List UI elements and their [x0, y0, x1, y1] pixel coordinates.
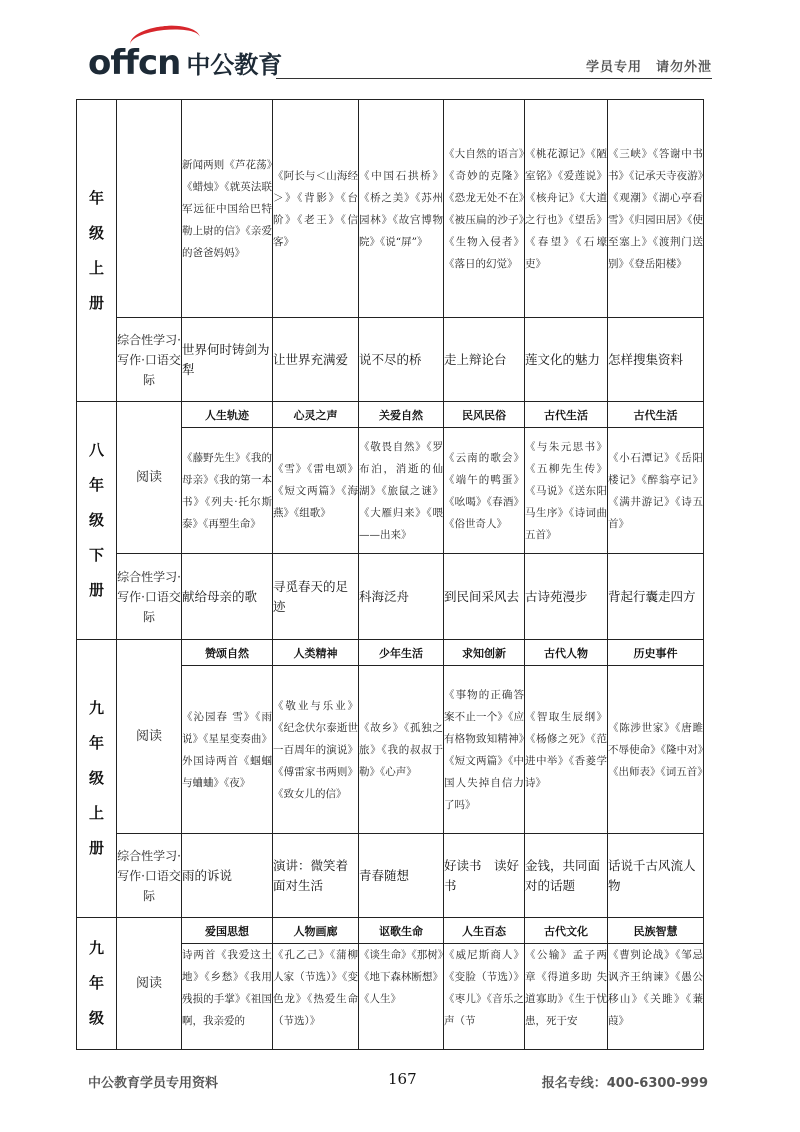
reading-list: 《雪》《雷电颂》《短文两篇》《海燕》《组歌》 [273, 428, 359, 554]
table-row [77, 100, 704, 318]
theme-heading: 古代生活 [608, 402, 704, 428]
writing-topic: 雨的诉说 [182, 834, 273, 918]
grade-label-g8-upper: 年 级 上 册 [77, 100, 117, 402]
reading-list: 《公输》孟子两章《得道多助 失道寡助》《生于忧患，死于安 [525, 944, 608, 1050]
writing-topic: 让世界充满爱 [273, 318, 359, 402]
header-confidential-tag: 学员专用 请勿外泄 [585, 60, 712, 75]
empty-type-cell [117, 100, 182, 318]
logo-chinese-name: 中公教育 [186, 51, 283, 79]
reading-list: 《大自然的语言》《奇妙的克隆》《恐龙无处不在》《被压扁的沙子》《生物入侵者》《落日的幻觉》 [444, 100, 525, 318]
writing-topic: 金钱，共同面对的话题 [525, 834, 608, 918]
theme-heading: 历史事件 [608, 640, 704, 666]
page-header [0, 0, 800, 92]
reading-type-label: 阅读 [117, 640, 182, 834]
writing-topic: 到民间采风去 [444, 554, 525, 640]
footer-hotline: 报名专线：400-6300-999 [541, 1076, 708, 1091]
reading-list: 《智取生辰纲》《杨修之死》《范进中举》《香菱学诗》 [525, 666, 608, 834]
table-row [77, 318, 704, 402]
writing-topic: 寻觅春天的足迹 [273, 554, 359, 640]
header-rule [276, 78, 712, 79]
reading-list: 《阿长与＜山海经＞》《背影》《台阶》《老王》《信客》 [273, 100, 359, 318]
grade-label-g8-lower: 八 年 级 下 册 [77, 402, 117, 640]
writing-topic: 古诗苑漫步 [525, 554, 608, 640]
table-row [77, 834, 704, 918]
reading-list: 《威尼斯商人》《变脸（节选）》《枣儿》《音乐之声（节 [444, 944, 525, 1050]
reading-list: 《敬畏自然》《罗布泊，消逝的仙湖》《旅鼠之谜》《大雁归来》《喂——出来》 [359, 428, 444, 554]
theme-heading: 关爱自然 [359, 402, 444, 428]
reading-list: 诗两首《我爱这土地》《乡愁》《我用残损的手掌》《祖国啊，我亲爱的 [182, 944, 273, 1050]
theme-heading: 人生百态 [444, 918, 525, 944]
page-number: 167 [388, 1070, 417, 1088]
reading-list: 《敬业与乐业》《纪念伏尔泰逝世一百周年的演说》《傅雷家书两则》《致女儿的信》 [273, 666, 359, 834]
writing-type-label: 综合性学习·写作·口语交际 [117, 834, 182, 918]
reading-list: 《小石潭记》《岳阳楼记》《醉翁亭记》《满井游记》《诗五首》 [608, 428, 704, 554]
table-row [77, 402, 704, 428]
writing-topic: 演讲：微笑着面对生活 [273, 834, 359, 918]
reading-list: 《与朱元思书》《五柳先生传》《马说》《送东阳马生序》《诗词曲五首》 [525, 428, 608, 554]
offcn-logo [88, 40, 283, 83]
reading-list: 《孔乙己》《蒲柳人家（节选）》《变色龙》《热爱生命（节选）》 [273, 944, 359, 1050]
theme-heading: 心灵之声 [273, 402, 359, 428]
theme-heading: 民风民俗 [444, 402, 525, 428]
table-row [77, 640, 704, 666]
theme-heading: 古代人物 [525, 640, 608, 666]
table-row [77, 918, 704, 944]
reading-list: 《故乡》《孤独之旅》《我的叔叔于勒》《心声》 [359, 666, 444, 834]
writing-topic: 走上辩论台 [444, 318, 525, 402]
logo-wordmark: offcn [88, 43, 181, 83]
theme-heading: 古代文化 [525, 918, 608, 944]
writing-topic: 献给母亲的歌 [182, 554, 273, 640]
footer-material-label: 中公教育学员专用资料 [88, 1076, 219, 1091]
reading-list: 《沁园春 雪》《雨说》《星星变奏曲》外国诗两首《蝈蝈与蛐蛐》《夜》 [182, 666, 273, 834]
writing-type-label: 综合性学习·写作·口语交际 [117, 318, 182, 402]
reading-type-label: 阅读 [117, 918, 182, 1050]
reading-list: 《中国石拱桥》《桥之美》《苏州园林》《故宫博物院》《说“屏”》 [359, 100, 444, 318]
reading-list: 新闻两则《芦花荡》《蜡烛》《就英法联军远征中国给巴特勒上尉的信》《亲爱的爸爸妈妈》 [182, 100, 273, 318]
theme-heading: 爱国思想 [182, 918, 273, 944]
reading-list: 《谈生命》《那树》《地下森林断想》《人生》 [359, 944, 444, 1050]
writing-topic: 好读书 读好书 [444, 834, 525, 918]
page-footer [0, 1068, 800, 1098]
theme-heading: 少年生活 [359, 640, 444, 666]
grade-label-g9-lower: 九 年 级 [77, 918, 117, 1050]
writing-topic: 说不尽的桥 [359, 318, 444, 402]
theme-heading: 人生轨迹 [182, 402, 273, 428]
writing-topic: 怎样搜集资料 [608, 318, 704, 402]
writing-topic: 科海泛舟 [359, 554, 444, 640]
writing-type-label: 综合性学习·写作·口语交际 [117, 554, 182, 640]
reading-list: 《桃花源记》《陋室铭》《爱莲说》《核舟记》《大道之行也》《望岳》《春望》《石壕吏》 [525, 100, 608, 318]
reading-list: 《事物的正确答案不止一个》《应有格物致知精神》《短文两篇》《中国人失掉自信力了吗》 [444, 666, 525, 834]
curriculum-table [76, 99, 708, 1050]
reading-list: 《三峡》《答谢中书书》《记承天寺夜游》《观潮》《湖心亭看雪》《归园田居》《使至塞上》《渡荆门送别》《登岳阳楼》 [608, 100, 704, 318]
writing-topic: 莲文化的魅力 [525, 318, 608, 402]
reading-type-label: 阅读 [117, 402, 182, 554]
reading-list: 《陈涉世家》《唐雎不辱使命》《隆中对》《出师表》《词五首》 [608, 666, 704, 834]
theme-heading: 人物画廊 [273, 918, 359, 944]
theme-heading: 求知创新 [444, 640, 525, 666]
reading-list: 《曹刿论战》《邹忌讽齐王纳谏》《愚公移山》《关雎》《蒹葭》 [608, 944, 704, 1050]
writing-topic: 话说千古风流人物 [608, 834, 704, 918]
table-row [77, 554, 704, 640]
writing-topic: 背起行囊走四方 [608, 554, 704, 640]
theme-heading: 人类精神 [273, 640, 359, 666]
theme-heading: 民族智慧 [608, 918, 704, 944]
grade-label-g9-upper: 九 年 级 上 册 [77, 640, 117, 918]
reading-list: 《藤野先生》《我的母亲》《我的第一本书》《列夫·托尔斯泰》《再塑生命》 [182, 428, 273, 554]
theme-heading: 讴歌生命 [359, 918, 444, 944]
theme-heading: 古代生活 [525, 402, 608, 428]
writing-topic: 世界何时铸剑为犁 [182, 318, 273, 402]
theme-heading: 赞颂自然 [182, 640, 273, 666]
writing-topic: 青春随想 [359, 834, 444, 918]
reading-list: 《云南的歌会》《端午的鸭蛋》《吆喝》《春酒》《俗世奇人》 [444, 428, 525, 554]
